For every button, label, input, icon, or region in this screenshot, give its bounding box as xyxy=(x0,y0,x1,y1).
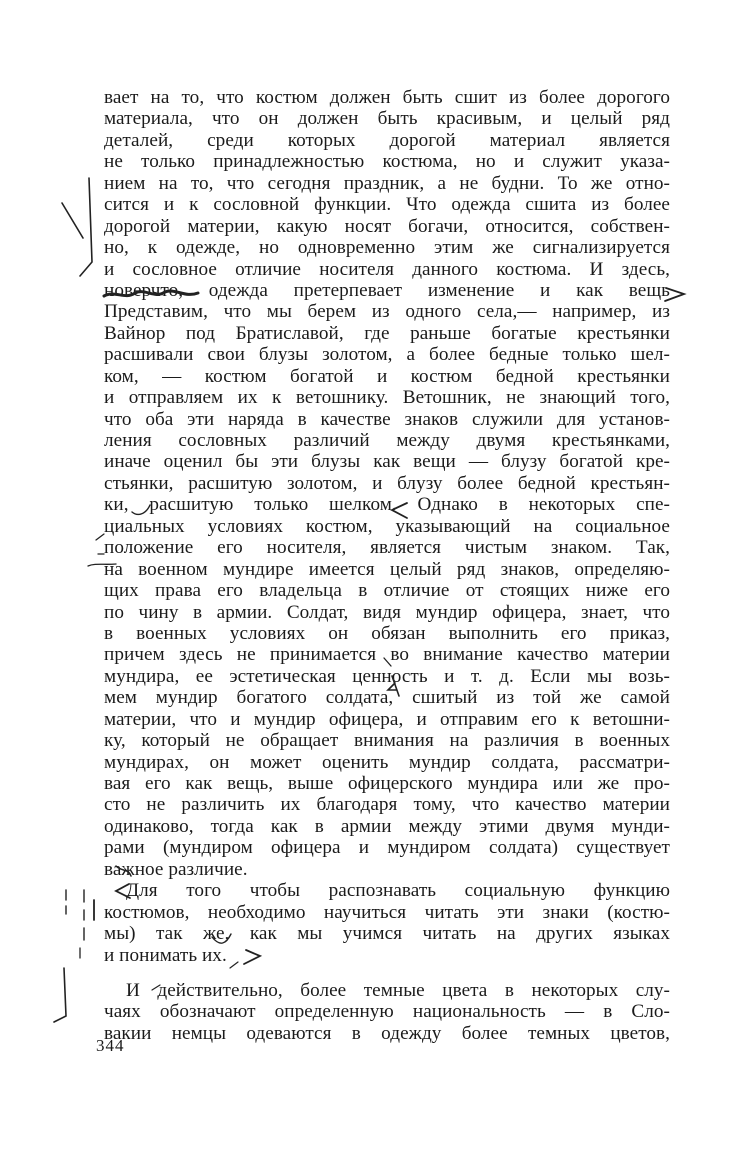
margin-vertical-mark xyxy=(66,890,84,940)
text-line: важное различие. xyxy=(104,858,248,880)
text-line: ки, расшитую только шелком. Однако в некоторых спе- xyxy=(104,494,670,516)
text-line: иначе оценил бы эти блузы как вещи — блузу богатой кре- xyxy=(104,451,670,473)
text-line: материала, что он должен быть красивым, и целый ряд xyxy=(104,108,670,130)
text-line: одинаково, тогда как в армии между этими двумя мунди- xyxy=(104,815,670,837)
text-line: мем мундир богатого солдата, сшитый из той же самой xyxy=(104,687,670,709)
text-line: И действительно, более темные цвета в некоторых слу- xyxy=(126,979,670,1001)
text-line: и понимать их. xyxy=(104,944,227,966)
text-line: вая его как вещь, выше офицерского мундира или же про- xyxy=(104,773,670,794)
body-text xyxy=(104,87,670,1044)
text-line: Представим, что мы берем из одного села,— например, из xyxy=(104,301,670,323)
text-line: но, к одежде, но одновременно этим же сигнализируется xyxy=(104,237,670,259)
text-line: положение его носителя, является чистым знаком. Так, xyxy=(104,537,670,559)
text-line: на военном мундире имеется целый ряд знаков, определяю- xyxy=(104,558,670,580)
text-line: новерчто, одежда претерпевает изменение и как вещь xyxy=(104,279,670,301)
text-line: Для того чтобы распознавать социальную функцию xyxy=(126,880,670,902)
text-line: по чину в армии. Солдат, видя мундир офицера, знает, что xyxy=(104,601,670,623)
text-line: мундирах, он может оценить мундир солдата, рассматри- xyxy=(104,751,670,773)
text-line: мундира, ее эстетическая ценность и т. д. Если мы возь- xyxy=(104,665,670,687)
text-line: в военных условиях он обязан выполнить его приказ, xyxy=(104,622,670,644)
text-line: мы) так же, как мы учимся читать на других языках xyxy=(104,923,670,945)
margin-check-mark xyxy=(62,178,92,276)
text-line: вакии немцы одеваются в одежду более темных цветов, xyxy=(104,1022,670,1044)
text-line: стьянки, расшитую золотом, и блузу более бедной крестьян- xyxy=(104,472,670,494)
text-line: и отправляем их к ветошнику. Ветошник, не знающий того, xyxy=(104,387,670,409)
text-line: вает на то, что костюм должен быть сшит из более дорогого xyxy=(104,87,670,108)
text-line: расшивали свои блузы золотом, а более бедные только шел- xyxy=(104,344,670,366)
text-line: чаях обозначают определенную национальность — в Сло- xyxy=(104,1001,670,1023)
text-line: рами (мундиром офицера и мундиром солдата) существует xyxy=(104,837,670,859)
text-line: костюмов, необходимо научиться читать эти знаки (костю- xyxy=(104,901,670,923)
text-line: ку, который не обращает внимания на различия в военных xyxy=(104,730,670,752)
text-line: и сословное отличие носителя данного костюма. И здесь, xyxy=(104,258,670,280)
text-line: щих права его владельца в отличие от стоящих ниже его xyxy=(104,580,670,602)
text-line: что оба эти наряда в качестве знаков служили для установ- xyxy=(104,408,670,430)
text-line: ком, — костюм богатой и костюм бедной крестьянки xyxy=(104,365,670,387)
margin-tick xyxy=(96,534,104,554)
page-number: 344 xyxy=(96,1036,125,1055)
paragraph-gap xyxy=(104,966,670,980)
text-line: сится и к сословной функции. Что одежда сшита из более xyxy=(104,194,670,216)
text-line: причем здесь не принимается во внимание качество материи xyxy=(104,644,670,666)
text-line: нием на то, что сегодня праздник, а не будни. То же отно- xyxy=(104,172,670,194)
text-line: сто не различить их благодаря тому, что качество материи xyxy=(104,794,670,816)
text-line: ления сословных различий между двумя крестьянками, xyxy=(104,430,670,451)
text-line: Вайнор под Братиславой, где раньше богатые крестьянки xyxy=(104,322,670,344)
text-line: не только принадлежностью костюма, но и служит указа- xyxy=(104,151,670,173)
text-line: дорогой материи, какую носят богачи, относится, собствен- xyxy=(104,215,670,237)
margin-hook-mark xyxy=(54,968,66,1022)
text-line: циальных условиях костюм, указывающий на социальное xyxy=(104,515,670,537)
text-line: материи, что и мундир офицера, и отправим его к ветошни- xyxy=(104,708,670,730)
text-line: деталей, среди которых дорогой материал является xyxy=(104,129,670,151)
